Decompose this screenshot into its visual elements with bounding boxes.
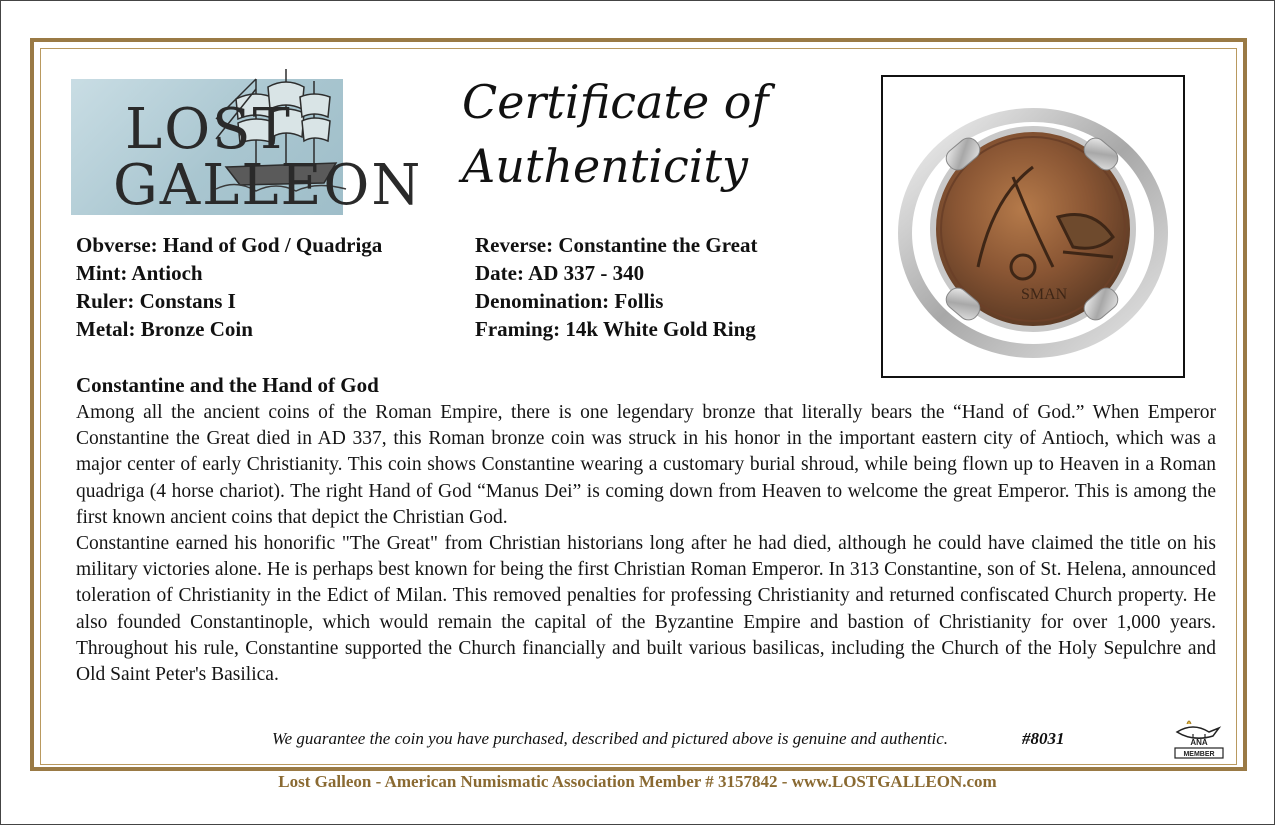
spec-framing: Framing: 14k White Gold Ring	[475, 317, 756, 341]
spec-metal: Metal: Bronze Coin	[76, 317, 253, 341]
article-paragraph: Constantine earned his honorific "The Great" from Christian historians long after he had died, although he could have claimed the title on his military victories alone. He is perhaps best known for being the first Christian Roman Emperor. In 313 Constantine, son of St. Helena, announced toleration of Christianity in the Edict of Milan. This removed penalties for professing Christianity and returned confiscated Church property. He also founded Constantinople, which would remain the capital of the Byzantine Empire and bastion of Christianity for over 1,000 years. Throughout his rule, Constantine supported the Church financially and built various basilicas, including the Church of the Holy Sepulchre and Old Saint Peter's Basilica.	[76, 533, 1216, 686]
badge-member: MEMBER	[1183, 751, 1215, 758]
spec-date: Date: AD 337 - 340	[475, 261, 645, 285]
ana-member-badge	[1163, 712, 1235, 760]
logo-text-lost: LOST	[125, 97, 292, 162]
article-paragraph: Among all the ancient coins of the Roman Empire, there is one legendary bronze that literally bears the “Hand of God.” When Emperor Constantine the Great died in AD 337, this Roman bronze coin was struck in his honor in the important eastern city of Antioch, which was a major center of early Christianity. This coin shows Constantine wearing a customary burial shroud, while being flown up to Heaven in a Roman quadriga (4 horse chariot). The right Hand of God “Manus Dei” is coming down from Heaven to welcome the great Emperor. This is among the first known ancient coins that depict the Christian God.	[76, 402, 1216, 528]
spec-ruler: Ruler: Constans I	[76, 289, 236, 313]
certificate-title	[462, 70, 782, 198]
article-heading: Constantine and the Hand of God	[76, 373, 379, 397]
lamp-icon	[1177, 721, 1219, 738]
certificate-number: #8031	[1022, 729, 1065, 748]
spec-denomination: Denomination: Follis	[475, 289, 664, 313]
lost-galleon-logo	[71, 79, 423, 218]
product-photo	[881, 75, 1185, 378]
spec-obverse: Obverse: Hand of God / Quadriga	[76, 233, 383, 257]
footer-text: Lost Galleon - American Numismatic Association Member # 3157842 - www.LOSTGALLEON.com	[278, 772, 997, 791]
guarantee-statement: We guarantee the coin you have purchased, described and pictured above is genuine and authentic.	[272, 729, 949, 748]
spec-list-right	[475, 231, 757, 343]
article-body	[76, 400, 1216, 688]
spec-list-left	[76, 231, 382, 343]
spec-mint: Mint: Antioch	[76, 261, 203, 285]
coin-ring-image	[883, 77, 1183, 376]
title-line-2: Authenticity	[462, 139, 748, 193]
logo-text-galleon: GALLEON	[113, 153, 423, 218]
badge-label: ANA	[1190, 738, 1208, 747]
coin-legend: SMAN	[1021, 286, 1068, 303]
title-line-1: Certificate of	[462, 75, 769, 129]
spec-reverse: Reverse: Constantine the Great	[475, 233, 758, 257]
